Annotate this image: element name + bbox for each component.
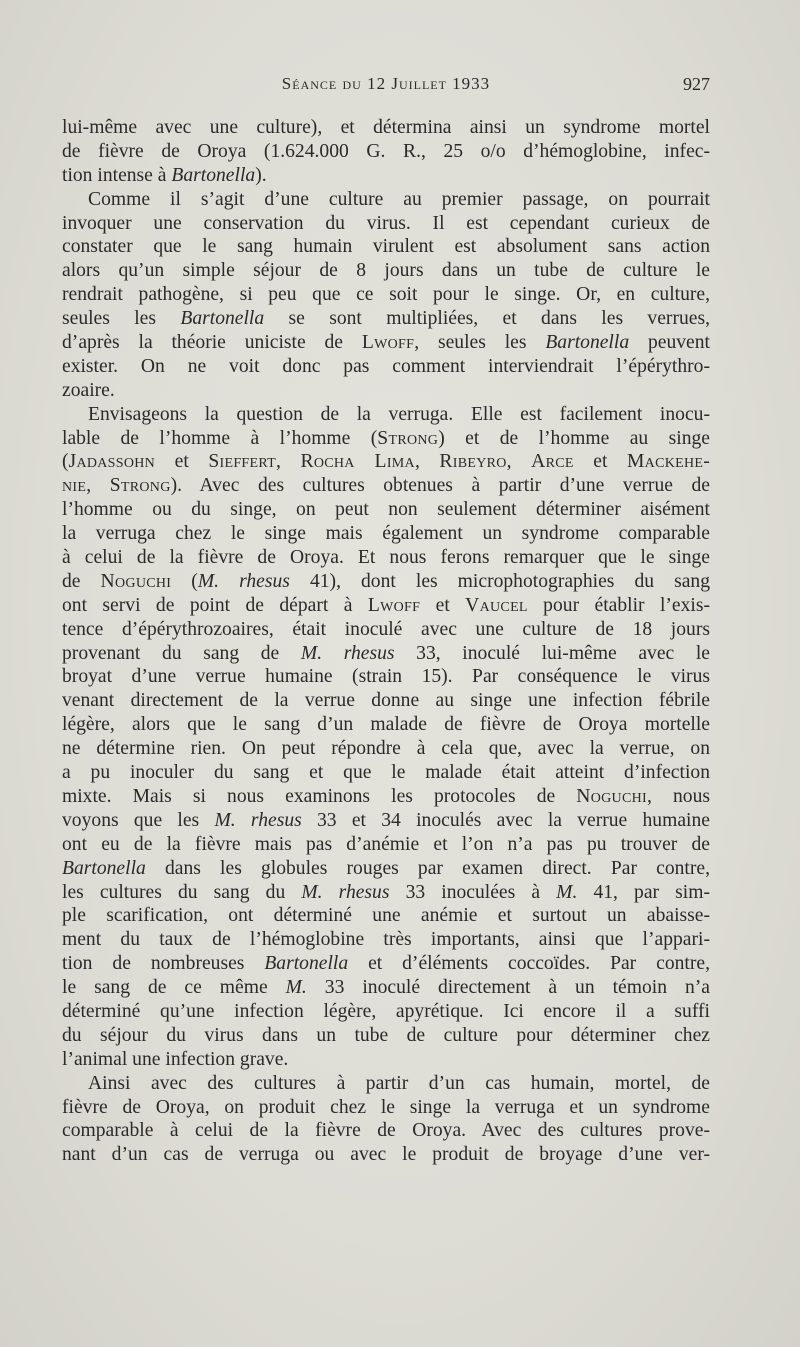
text-line — [62, 809, 710, 833]
text-segment: se sont multipliées, et dans les verrues, — [264, 308, 710, 330]
text-segment: tion intense à — [62, 164, 172, 186]
text-segment: 33 inoculées à — [389, 881, 557, 903]
text-line — [62, 713, 710, 737]
page-header — [62, 74, 710, 100]
text-segment: à celui de la fièvre de Oroya. Et nous ferons remarquer que le singe — [62, 547, 710, 569]
text-segment: venant directement de la verrue donne au singe une infection fébrile — [62, 690, 710, 712]
author-name: Lwoff — [367, 594, 421, 616]
text-line — [62, 164, 710, 188]
text-segment: ) et de l’homme au singe — [438, 427, 710, 449]
author-name: Noguchi — [576, 785, 647, 807]
text-line — [62, 618, 710, 642]
text-segment: lable de l’homme à l’homme ( — [62, 427, 378, 449]
text-line — [62, 1000, 710, 1024]
text-segment: ple scarification, ont déterminé une anémie et surtout un abaisse- — [62, 905, 710, 927]
body-text — [62, 116, 710, 1167]
author-name: Vaucel — [465, 594, 528, 616]
author-name: Mackehe- — [626, 451, 711, 473]
text-line — [62, 427, 710, 451]
italic-text: Bartonella — [264, 953, 349, 975]
text-segment: du séjour du virus dans un tube de culture pour déterminer chez — [62, 1024, 710, 1046]
text-line — [62, 379, 710, 403]
text-segment: voyons que les — [62, 809, 215, 831]
text-line — [62, 952, 710, 976]
author-name: Jadassohn — [68, 451, 156, 473]
text-segment: 33, inoculé lui-même avec le — [394, 642, 710, 664]
text-segment: peuvent — [629, 332, 710, 354]
text-segment: légère, alors que le sang d’un malade de fièvre de Oroya mortelle — [62, 714, 710, 736]
text-line — [62, 474, 710, 498]
text-segment: alors qu’un simple séjour de 8 jours dans un tube de culture le — [62, 260, 710, 282]
text-segment: seules les — [62, 308, 181, 330]
italic-text: Bartonella — [180, 308, 265, 330]
text-segment: le sang de ce même — [62, 977, 286, 999]
text-line — [62, 976, 710, 1000]
text-line — [62, 188, 710, 212]
author-name: Noguchi — [100, 570, 172, 592]
text-segment: 33 et 34 inoculés avec la verrue humaine — [301, 809, 710, 831]
text-segment: exister. On ne voit donc pas comment interviendrait l’épérythro- — [62, 355, 710, 377]
text-segment: et d’éléments coccoïdes. Par contre, — [348, 953, 710, 975]
text-segment: ont eu de la fièvre mais pas d’anémie et l’on n’a pas pu trouver de — [62, 833, 710, 855]
text-line — [62, 450, 710, 474]
text-segment: la verruga chez le singe mais également un syndrome comparable — [62, 523, 710, 545]
text-segment: ). Avec des cultures obtenues à partir d’une verrue de — [170, 475, 710, 497]
text-line — [62, 1096, 710, 1120]
text-segment: mixte. Mais si nous examinons les protocoles de — [62, 785, 577, 807]
text-segment: tion de nombreuses — [62, 953, 265, 975]
author-name: Lwoff — [361, 332, 415, 354]
text-segment: l’homme ou du singe, on peut non seulement déterminer aisément — [62, 499, 710, 521]
text-segment: a pu inoculer du sang et que le malade était atteint d’infection — [62, 762, 710, 784]
text-line — [62, 355, 710, 379]
text-line — [62, 235, 710, 259]
text-line — [62, 1048, 710, 1072]
text-line — [62, 331, 710, 355]
text-line — [62, 857, 710, 881]
text-segment: lui-même avec une culture), et détermina ainsi un syndrome mortel — [62, 117, 710, 138]
text-segment: rendrait pathogène, si peu que ce soit pour le singe. Or, en culture, — [62, 284, 710, 306]
text-line — [62, 140, 710, 164]
text-line — [62, 570, 710, 594]
text-line — [62, 594, 710, 618]
italic-text: Bartonella — [62, 857, 146, 879]
text-segment: , — [414, 451, 440, 473]
text-segment: pour établir l’exis- — [527, 594, 710, 616]
author-name: Strong — [377, 427, 439, 449]
text-segment: nant d’un cas de verruga ou avec le produit de broyage d’une ver- — [62, 1144, 710, 1166]
text-line — [62, 785, 710, 809]
text-line — [62, 283, 710, 307]
page-number: 927 — [683, 74, 710, 94]
text-line — [62, 403, 710, 427]
text-segment: Envisageons la question de la verruga. Elle est facilement inocu- — [88, 403, 710, 425]
text-segment: d’après la théorie uniciste de — [62, 332, 362, 354]
text-line — [62, 1024, 710, 1048]
text-segment: 41), dont les microphotographies du sang — [289, 570, 710, 592]
text-segment: de — [62, 570, 101, 592]
text-line — [62, 904, 710, 928]
text-segment: , nous — [646, 785, 710, 807]
text-line — [62, 1072, 710, 1096]
text-line — [62, 642, 710, 666]
running-title: Séance du 12 Juillet 1933 — [281, 74, 491, 93]
text-segment: tence d’épérythrozoaires, était inoculé avec une culture de 18 jours — [62, 618, 710, 640]
text-line — [62, 928, 710, 952]
italic-text: Bartonella — [545, 332, 630, 354]
text-line — [62, 307, 710, 331]
text-line — [62, 116, 710, 140]
text-segment: l’animal une infection grave. — [62, 1048, 289, 1070]
text-line — [62, 737, 710, 761]
text-line — [62, 665, 710, 689]
italic-text: M. — [285, 977, 307, 999]
author-name: Rocha Lima — [300, 451, 415, 473]
text-segment: dans les globules rouges par examen direct. Par contre, — [145, 857, 710, 879]
text-segment: invoquer une conservation du virus. Il est cependant curieux de — [62, 212, 710, 234]
text-segment: de fièvre de Oroya (1.624.000 G. R., 25 o/o d’hémoglobine, infec- — [62, 140, 710, 162]
text-segment: ( — [62, 451, 69, 473]
text-segment: les cultures du sang du — [62, 881, 302, 903]
text-line — [62, 1143, 710, 1167]
text-segment: ont servi de point de départ à — [62, 594, 368, 616]
text-segment: provenant du sang de — [62, 642, 301, 664]
author-name: Ribeyro — [439, 451, 507, 473]
text-segment: ment du taux de l’hémoglobine très importants, ainsi que l’appari- — [62, 929, 710, 951]
text-line — [62, 1119, 710, 1143]
text-segment: ). — [255, 164, 267, 186]
text-segment: déterminé qu’une infection légère, apyrétique. Ici encore il a suffi — [62, 1000, 710, 1022]
italic-text: M. rhesus — [301, 881, 390, 903]
text-line — [62, 212, 710, 236]
text-line — [62, 833, 710, 857]
text-segment: 41, par sim- — [577, 881, 710, 903]
author-name: Sieffert — [208, 451, 277, 473]
text-segment: comparable à celui de la fièvre de Oroya. Avec des cultures prove- — [62, 1120, 710, 1142]
author-name: Strong — [109, 475, 171, 497]
text-segment: , seules les — [414, 332, 546, 354]
text-segment: ( — [171, 570, 198, 592]
text-segment: et — [573, 451, 627, 473]
italic-text: M. — [556, 881, 578, 903]
text-segment: ne détermine rien. On peut répondre à cela que, avec la verrue, on — [62, 738, 710, 760]
text-segment: constater que le sang humain virulent est absolument sans action — [62, 236, 710, 258]
italic-text: M. rhesus — [197, 570, 290, 592]
text-segment: , — [276, 451, 301, 473]
text-segment: broyat d’une verrue humaine (strain 15). Par conséquence le virus — [62, 666, 710, 688]
text-segment: et — [420, 594, 466, 616]
text-segment: , — [86, 475, 110, 497]
italic-text: Bartonella — [171, 164, 256, 186]
text-line — [62, 881, 710, 905]
italic-text: M. rhesus — [214, 809, 302, 831]
text-segment: fièvre de Oroya, on produit chez le singe la verruga et un syndrome — [62, 1096, 710, 1118]
italic-text: M. rhesus — [300, 642, 395, 664]
text-line — [62, 522, 710, 546]
text-segment: Ainsi avec des cultures à partir d’un cas humain, mortel, de — [88, 1072, 710, 1094]
text-segment: , — [506, 451, 532, 473]
text-segment: 33 inoculé directement à un témoin n’a — [306, 977, 711, 999]
text-line — [62, 498, 710, 522]
text-line — [62, 761, 710, 785]
text-segment: Comme il s’agit d’une culture au premier passage, on pourrait — [88, 188, 710, 210]
author-name: Arce — [531, 451, 574, 473]
text-segment: et — [155, 451, 209, 473]
text-line — [62, 259, 710, 283]
text-segment: zoaire. — [62, 379, 115, 401]
text-line — [62, 546, 710, 570]
author-name: nie — [62, 475, 87, 497]
text-line — [62, 689, 710, 713]
